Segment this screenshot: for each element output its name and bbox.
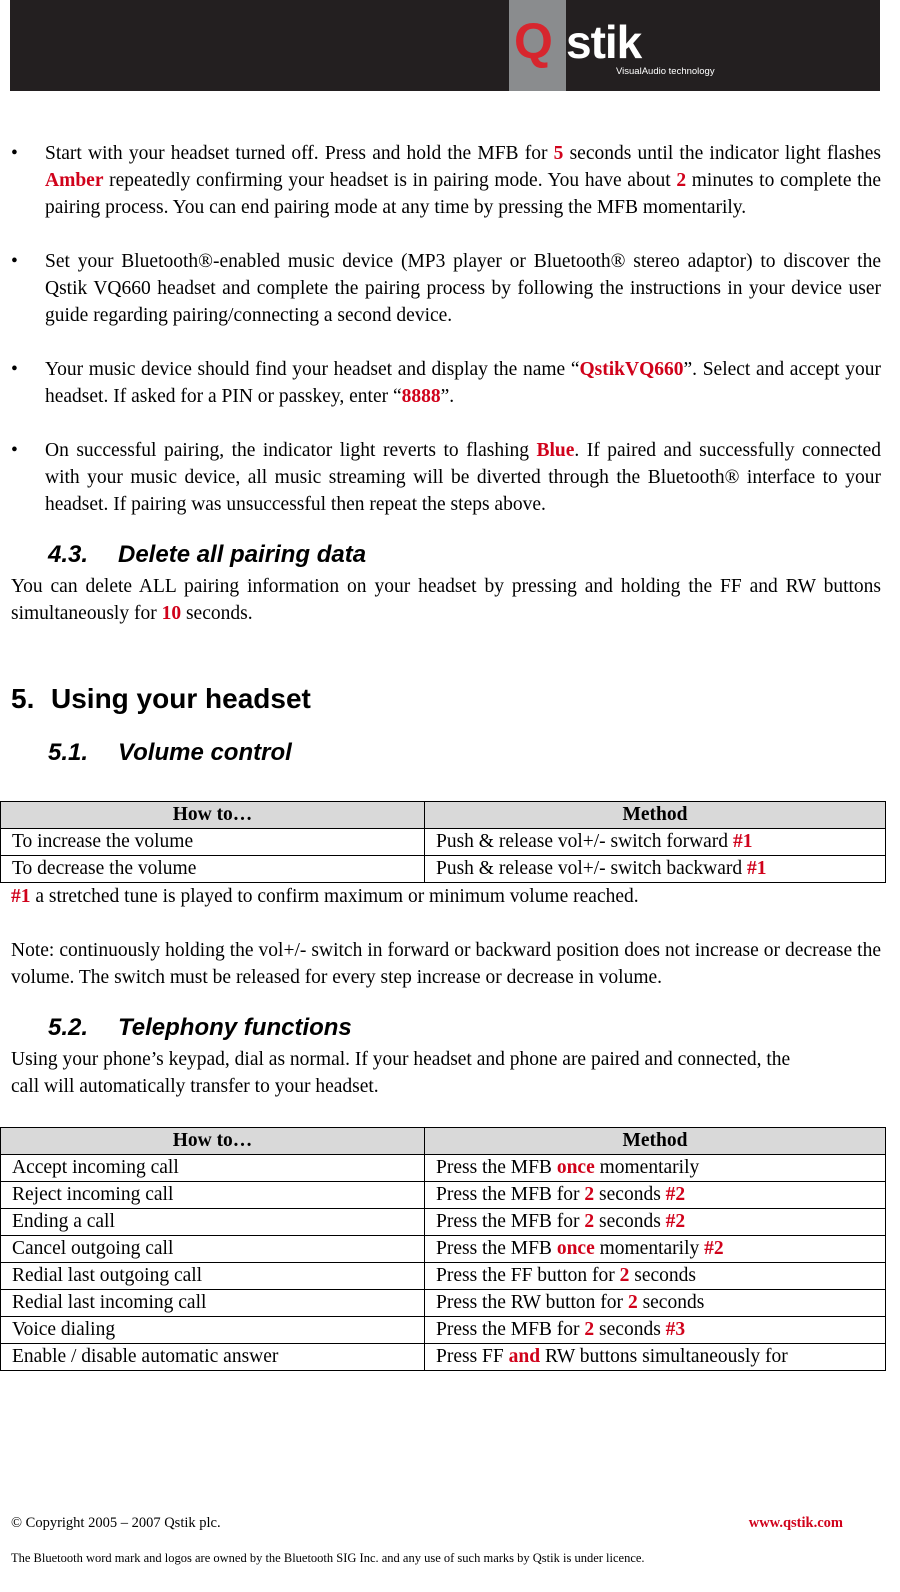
highlight-text: 10 — [161, 603, 182, 624]
text-segment: Press the RW button for — [436, 1292, 628, 1313]
highlight-text: 5 — [553, 143, 564, 164]
text-segment: Press the MFB for — [436, 1211, 585, 1232]
heading-5-1: 5.1. Volume control — [48, 739, 292, 766]
bullet-icon: • — [11, 359, 18, 380]
text-segment: . If paired and successfully connected with your music device, all music streaming will be diverted through the Bluetooth® interface to your headset. If pairing was unsuccessful then repeat the steps above. — [45, 440, 881, 515]
highlight-text: 2 — [584, 1319, 595, 1340]
text-segment: ”. — [440, 386, 455, 407]
cell-how: Ending a call — [1, 1209, 425, 1236]
text-segment: Start with your headset turned off. Press and hold the MFB for — [45, 143, 554, 164]
cell-how: To decrease the volume — [1, 856, 425, 883]
table-row — [1, 1236, 886, 1263]
cell-method — [425, 829, 886, 856]
text-segment: Press the MFB for — [436, 1184, 585, 1205]
text-segment: ”. Select and accept your headset. If asked for a PIN or passkey, enter “ — [45, 359, 881, 407]
footer — [11, 1515, 843, 1532]
highlight-text: QstikVQ660 — [579, 359, 684, 380]
text-segment: Press FF — [436, 1346, 509, 1367]
cell-how: Reject incoming call — [1, 1182, 425, 1209]
highlight-text: Amber — [45, 170, 104, 191]
bullet-icon: • — [11, 143, 18, 164]
column-header-how: How to… — [1, 802, 425, 829]
text-segment: a stretched tune is played to confirm maximum or minimum volume reached. — [30, 886, 639, 907]
cell-how: Enable / disable automatic answer — [1, 1344, 425, 1371]
telephony-intro: Using your phone’s keypad, dial as normal. If your headset and phone are paired and connected, the call will automatically transfer to your headset. — [11, 1049, 791, 1097]
highlight-text: once — [556, 1238, 595, 1259]
column-header-how: How to… — [1, 1128, 425, 1155]
text-segment: minutes to complete the pairing process. You can end pairing mode at any time by pressing the MFB momentarily. — [45, 170, 881, 218]
highlight-text: Blue — [536, 440, 575, 461]
highlight-text: once — [556, 1157, 595, 1178]
text-segment: momentarily — [594, 1157, 700, 1178]
heading-4-3: 4.3. Delete all pairing data — [48, 541, 367, 568]
text-segment: repeatedly confirming your headset is in pairing mode. You have about — [103, 170, 677, 191]
highlight-text: #1 — [747, 858, 767, 879]
table-header-row — [1, 1128, 886, 1155]
highlight-text: 2 — [627, 1292, 638, 1313]
cell-how: Redial last outgoing call — [1, 1263, 425, 1290]
text-segment: seconds. — [181, 603, 253, 624]
table-row — [1, 1263, 886, 1290]
highlight-text: #3 — [665, 1319, 686, 1340]
cell-method — [425, 1182, 886, 1209]
text-segment: Push & release vol+/- switch backward — [436, 858, 748, 879]
cell-how: Accept incoming call — [1, 1155, 425, 1182]
volume-table — [0, 801, 886, 883]
text-segment: RW buttons simultaneously for — [540, 1346, 788, 1367]
logo-stik: stik — [566, 16, 642, 68]
text-segment: On successful pairing, the indicator light reverts to flashing — [45, 440, 537, 461]
cell-method — [425, 1290, 886, 1317]
text-segment: seconds — [637, 1292, 705, 1313]
cell-how: To increase the volume — [1, 829, 425, 856]
highlight-text: 2 — [584, 1184, 595, 1205]
table-row — [1, 1317, 886, 1344]
text-segment: Press the MFB — [436, 1157, 557, 1178]
pairing-steps-list — [11, 140, 881, 518]
website-link[interactable]: www.qstik.com — [748, 1515, 843, 1531]
table-row — [1, 1155, 886, 1182]
highlight-text: #1 — [11, 886, 31, 907]
cell-method — [425, 1344, 886, 1371]
page-header — [10, 0, 880, 91]
heading-5-2: 5.2. Telephony functions — [48, 1014, 352, 1041]
bullet-icon: • — [11, 251, 18, 272]
bullet-icon: • — [11, 440, 18, 461]
cell-method — [425, 1263, 886, 1290]
volume-note: Note: continuously holding the vol+/- switch in forward or backward position does not increase or decrease the volume. The switch must be released for every step increase or decrease in volume. — [11, 940, 881, 988]
highlight-text: 8888 — [401, 386, 441, 407]
list-item — [11, 437, 881, 518]
text-segment: Press the FF button for — [436, 1265, 620, 1286]
cell-how: Voice dialing — [1, 1317, 425, 1344]
highlight-text: #1 — [732, 831, 753, 852]
delete-pairing-text — [11, 573, 881, 627]
table-row — [1, 1209, 886, 1236]
volume-footnote — [11, 883, 881, 910]
column-header-method: Method — [425, 802, 886, 829]
list-item — [11, 356, 881, 410]
copyright-text: © Copyright 2005 – 2007 Qstik plc. — [11, 1515, 221, 1531]
highlight-text: #2 — [665, 1184, 686, 1205]
cell-method — [425, 1209, 886, 1236]
text-segment: seconds — [629, 1265, 697, 1286]
list-item — [11, 248, 881, 329]
text-segment: seconds — [594, 1319, 666, 1340]
text-segment: momentarily — [594, 1238, 705, 1259]
text-segment: Your music device should find your headset and display the name “ — [45, 359, 580, 380]
logo-q: Q — [514, 13, 552, 69]
text-segment: seconds — [594, 1184, 666, 1205]
cell-method — [425, 1317, 886, 1344]
text-segment: Press the MFB — [436, 1238, 557, 1259]
cell-method — [425, 1155, 886, 1182]
table-header-row — [1, 802, 886, 829]
highlight-text: #2 — [665, 1211, 686, 1232]
highlight-text: 2 — [676, 170, 687, 191]
text-segment: seconds — [594, 1211, 666, 1232]
text-segment: Push & release vol+/- switch forward — [436, 831, 733, 852]
highlight-text: and — [508, 1346, 541, 1367]
trademark-notice: The Bluetooth word mark and logos are owned by the Bluetooth SIG Inc. and any use of such marks by Qstik is under licence. — [11, 1551, 645, 1565]
document-body — [11, 140, 881, 1371]
text-segment: Press the MFB for — [436, 1319, 585, 1340]
table-row — [1, 1290, 886, 1317]
highlight-text: 2 — [619, 1265, 630, 1286]
text-segment: Set your Bluetooth®-enabled music device (MP3 player or Bluetooth® stereo adaptor) to discover the Qstik VQ660 headset and complete the pairing process by following the instructions in your device user guide regarding pairing/connecting a second device. — [45, 251, 881, 326]
heading-5: 5. Using your headset — [11, 683, 311, 714]
logo-tagline: VisualAudio technology — [616, 66, 715, 77]
highlight-text: #2 — [704, 1238, 724, 1259]
text-segment: seconds until the indicator light flashes — [563, 143, 881, 164]
table-row — [1, 829, 886, 856]
cell-how: Cancel outgoing call — [1, 1236, 425, 1263]
cell-method — [425, 856, 886, 883]
table-row — [1, 856, 886, 883]
cell-method — [425, 1236, 886, 1263]
text-segment: You can delete ALL pairing information on your headset by pressing and holding the FF and RW buttons simultaneously for — [11, 576, 881, 624]
column-header-method: Method — [425, 1128, 886, 1155]
table-row — [1, 1182, 886, 1209]
telephony-table — [0, 1127, 886, 1371]
table-row — [1, 1344, 886, 1371]
highlight-text: 2 — [584, 1211, 595, 1232]
cell-how: Redial last incoming call — [1, 1290, 425, 1317]
list-item — [11, 140, 881, 221]
